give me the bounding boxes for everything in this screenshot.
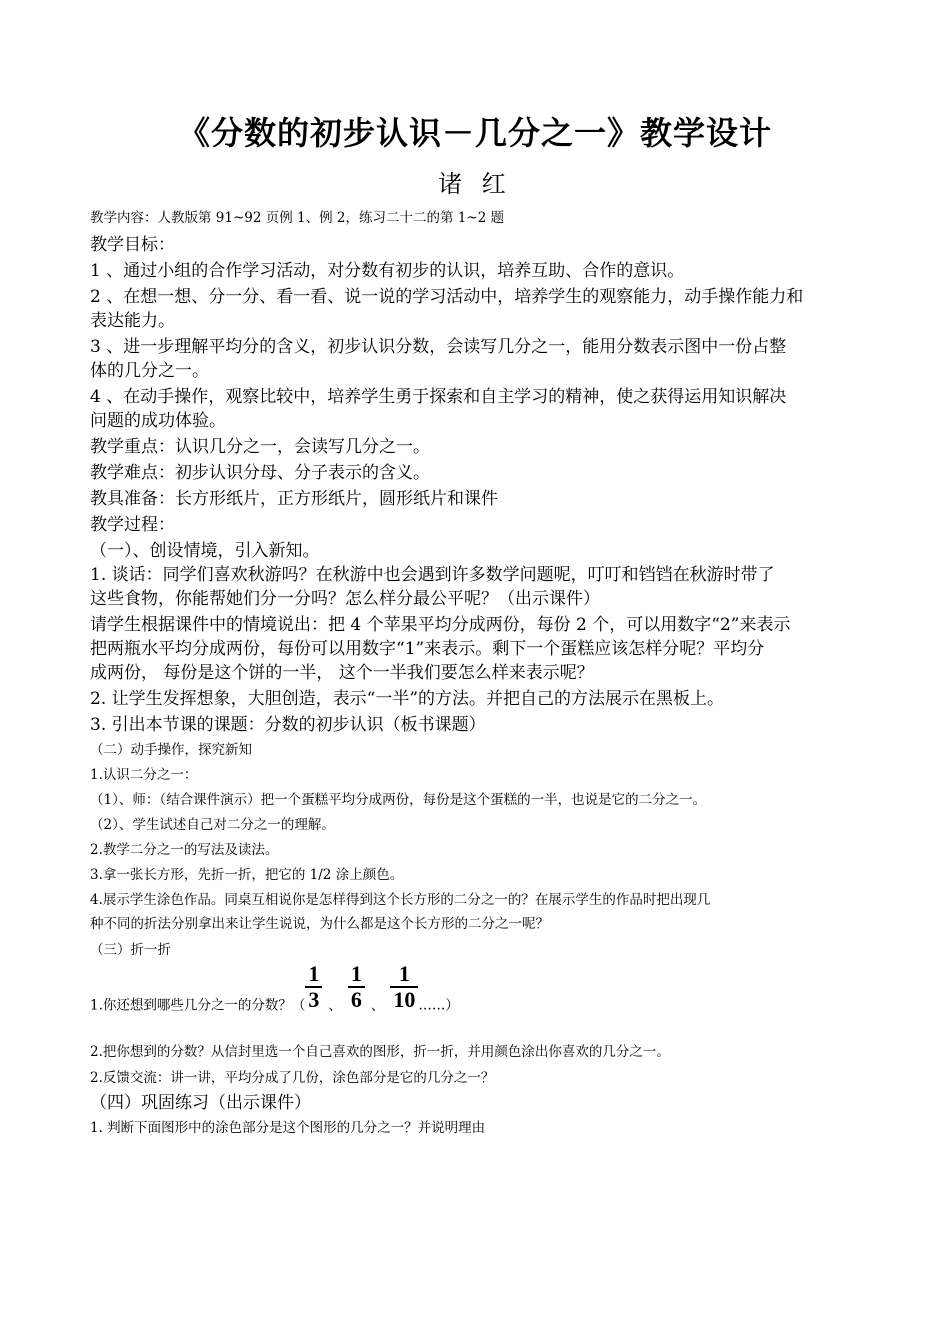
step-4-line-1: 4.展示学生涂色作品。同桌互相说你是怎样得到这个长方形的二分之一的？在展示学生的作品时把出现几 [90,892,711,908]
paragraph-2-line-1: 请学生根据课件中的情境说出：把 4 个苹果平均分成两份，每份 2 个，可以用数字“2”来表示 [90,615,791,635]
section-4-heading: （四）巩固练习（出示课件） [90,1093,311,1113]
fractions-question [90,962,459,1014]
step-feedback: 2.反馈交流：讲一讲，平均分成了几份，涂色部分是它的几分之一？ [90,1070,495,1086]
step-1-1: （1）、师：（结合课件演示）把一个蛋糕平均分成两份，每份是这个蛋糕的一半，也说是它的二分之一。 [90,792,707,808]
author-name: 诸 红 [438,170,512,198]
fraction-numerator: 1 [305,962,322,988]
document-title: 《分数的初步认识－几分之一》教学设计 [177,114,772,152]
goal-3-line-1: 3 、进一步理解平均分的含义，初步认识分数，会读写几分之一，能用分数表示图中一份占整 [90,337,787,357]
fraction-one-sixth [348,962,365,1012]
question-suffix: ……） [418,997,459,1014]
section-1-heading: （一）、创设情境，引入新知。 [90,541,320,561]
section-3-heading: （三）折一折 [90,942,171,958]
difficulty: 教学难点：初步认识分母、分子表示的含义。 [90,463,430,483]
fraction-numerator: 1 [348,962,365,988]
step-2: 2.教学二分之一的写法及读法。 [90,842,279,858]
fraction-denominator: 3 [308,987,320,1012]
goal-4-line-2: 问题的成功体验。 [90,411,226,431]
fraction-numerator: 1 [390,962,418,988]
step-1-2: （2）、学生试述自己对二分之一的理解。 [90,817,335,833]
paragraph-3: 2. 让学生发挥想象，大胆创造，表示“一半”的方法。并把自己的方法展示在黑板上。 [90,689,725,709]
goal-2-line-2: 表达能力。 [90,311,175,331]
fraction-denominator: 10 [393,987,416,1012]
paragraph-2-line-2: 把两瓶水平均分成两份，每份可以用数字“1”来表示。剩下一个蛋糕应该怎样分呢？平均分 [90,639,765,659]
key-point: 教学重点：认识几分之一，会读写几分之一。 [90,437,430,457]
paragraph-1-line-2: 这些食物，你能帮她们分一分吗？怎么样分最公平呢？（出示课件） [90,589,600,609]
goals-heading: 教学目标： [90,235,175,255]
teaching-content: 教学内容：人教版第 91~92 页例 1、例 2，练习二十二的第 1~2 题 [90,210,505,226]
question-prefix: 1.你还想到哪些几分之一的分数？（ [90,997,306,1014]
paragraph-1-line-1: 1. 谈话：同学们喜欢秋游吗？在秋游中也会遇到许多数学问题呢，叮叮和铛铛在秋游时带了 [90,565,775,585]
step-4-line-2: 种不同的折法分别拿出来让学生说说，为什么都是这个长方形的二分之一呢？ [90,916,549,932]
exercise-1: 1. 判断下面图形中的涂色部分是这个图形的几分之一？并说明理由 [90,1120,486,1136]
fraction-separator: 、 [328,997,342,1014]
materials: 教具准备：长方形纸片，正方形纸片，圆形纸片和课件 [90,489,498,509]
goal-1: 1 、通过小组的合作学习活动，对分数有初步的认识，培养互助、合作的意识。 [90,261,685,281]
goal-4-line-1: 4 、在动手操作，观察比较中，培养学生勇于探索和自主学习的精神，使之获得运用知识解决 [90,387,787,407]
process-heading: 教学过程： [90,515,175,535]
fraction-separator: 、 [370,997,385,1014]
paragraph-2-line-3: 成两份， 每份是这个饼的一半， 这个一半我们要怎么样来表示呢？ [90,663,594,683]
fraction-denominator: 6 [350,987,362,1012]
goal-3-line-2: 体的几分之一。 [90,361,209,381]
fraction-one-tenth [390,962,418,1012]
step-1: 1.认识二分之一： [90,767,198,783]
section-2-heading: （二）动手操作，探究新知 [90,742,252,758]
step-choose-shape: 2.把你想到的分数？从信封里选一个自己喜欢的图形，折一折，并用颜色涂出你喜欢的几分之一。 [90,1044,670,1060]
step-3: 3.拿一张长方形，先折一折，把它的 1/2 涂上颜色。 [90,867,404,883]
fraction-one-third [305,962,322,1012]
paragraph-4: 3. 引出本节课的课题：分数的初步认识（板书课题） [90,715,486,735]
goal-2-line-1: 2 、在想一想、分一分、看一看、说一说的学习活动中，培养学生的观察能力，动手操作能力和 [90,287,804,307]
